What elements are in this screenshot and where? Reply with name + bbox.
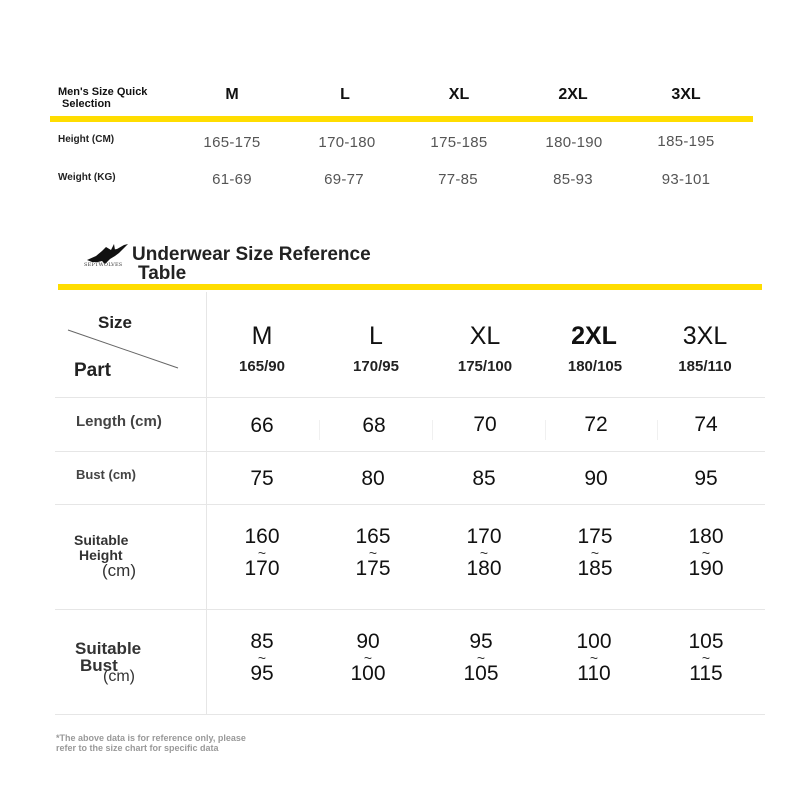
row-label-bust: Bust (cm): [76, 467, 136, 482]
range-tilde: ~: [701, 650, 711, 666]
size-sub-m: 165/90: [239, 358, 285, 375]
row-label-suitable-bust: [75, 640, 141, 685]
bust-range-to: 110: [577, 662, 611, 685]
height-range-to: 185: [577, 557, 613, 580]
range-tilde: ~: [363, 650, 373, 666]
height-range-from: 170: [466, 525, 502, 548]
range-tilde: ~: [257, 545, 267, 561]
table-row-divider: [55, 609, 765, 610]
bust-2xl: 90: [584, 467, 608, 490]
quick-weight-2xl: 85-93: [553, 171, 593, 188]
bust-range-to: 100: [350, 662, 386, 685]
quick-row-label-weight: Weight (KG): [58, 172, 116, 183]
height-range-3xl: [651, 527, 761, 579]
bust-range-from: 95: [469, 630, 493, 653]
footnote-line1: *The above data is for reference only, please: [56, 733, 246, 743]
table-row-divider: [55, 397, 765, 398]
length-3xl: 74: [694, 413, 718, 436]
range-tilde: ~: [589, 650, 599, 666]
bust-range-3xl: [651, 632, 761, 684]
quick-row-label-height: Height (CM): [58, 134, 115, 145]
height-range-m: [207, 527, 317, 579]
header-size-label: Size: [98, 313, 133, 332]
size-sub-l: 170/95: [353, 358, 399, 375]
row-label-suitable-height: [74, 533, 136, 578]
row-label-length: Length (cm): [76, 413, 162, 430]
bust-3xl: 95: [694, 467, 718, 490]
range-tilde: ~: [257, 650, 267, 666]
height-range-from: 160: [244, 525, 280, 548]
range-tilde: ~: [476, 650, 486, 666]
quick-size-xl: XL: [448, 86, 470, 103]
suitable-height-label-unit: (cm): [102, 561, 136, 580]
bust-range-from: 90: [356, 630, 380, 653]
length-2xl: 72: [584, 413, 608, 436]
size-sub-3xl: 185/110: [678, 358, 732, 375]
suitable-bust-label-line2: Bust: [80, 656, 118, 675]
reference-title-line1: Underwear Size Reference: [132, 244, 371, 265]
quick-size-m: M: [225, 86, 239, 103]
quick-size-3xl: 3XL: [671, 86, 701, 103]
size-sub-xl: 175/100: [457, 358, 513, 375]
reference-header-divider: [58, 284, 762, 290]
height-range-from: 180: [688, 525, 724, 548]
suitable-height-label-line1: Suitable: [74, 532, 129, 548]
size-header-3xl: 3XL: [682, 322, 728, 350]
quick-selection-title: [58, 86, 188, 110]
range-tilde: ~: [368, 545, 378, 561]
height-range-to: 170: [244, 557, 280, 580]
length-m: 66: [250, 414, 274, 437]
size-sub-2xl: 180/105: [567, 358, 623, 375]
quick-weight-l: 69-77: [324, 171, 364, 188]
quick-height-xl: 175-185: [430, 134, 488, 151]
bust-range-xl: [426, 632, 536, 684]
height-range-to: 190: [688, 557, 724, 580]
size-header-l: L: [369, 322, 383, 350]
height-range-from: 165: [355, 525, 391, 548]
bust-xl: 85: [472, 467, 496, 490]
brand-name: SEPTWOLVES: [84, 262, 123, 268]
quick-title-line2: Selection: [62, 98, 111, 110]
quick-size-l: L: [340, 86, 350, 103]
bust-l: 80: [361, 467, 385, 490]
height-range-l: [318, 527, 428, 579]
height-range-from: 175: [577, 525, 613, 548]
quick-height-l: 170-180: [318, 134, 376, 151]
quick-height-2xl: 180-190: [545, 134, 603, 151]
bust-range-to: 95: [250, 662, 274, 685]
footnote: [56, 733, 316, 753]
quick-weight-3xl: 93-101: [661, 171, 711, 188]
quick-height-m: 165-175: [203, 134, 261, 151]
length-l: 68: [362, 414, 386, 437]
bust-m: 75: [250, 467, 274, 490]
footnote-line2: refer to the size chart for specific data: [56, 743, 219, 753]
bust-range-l: [313, 632, 423, 684]
quick-title-line1: Men's Size Quick: [58, 86, 148, 98]
length-xl: 70: [473, 413, 497, 436]
bust-range-from: 105: [688, 630, 724, 653]
bust-range-2xl: [539, 632, 649, 684]
height-range-to: 180: [466, 557, 502, 580]
quick-size-2xl: 2XL: [558, 86, 588, 103]
suitable-bust-label-line1: Suitable: [75, 639, 142, 658]
suitable-bust-label-unit: (cm): [103, 668, 135, 685]
bust-range-from: 100: [576, 630, 612, 653]
bust-range-from: 85: [250, 630, 274, 653]
header-part-label: Part: [74, 360, 111, 381]
reference-title-line2: Table: [138, 263, 187, 284]
size-header-xl: XL: [469, 322, 501, 350]
size-header-2xl: 2XL: [571, 322, 617, 350]
quick-height-3xl: 185-195: [657, 133, 715, 150]
bust-range-m: [207, 632, 317, 684]
size-header-m: M: [251, 322, 273, 350]
table-row-divider: [55, 504, 765, 505]
table-row-divider: [55, 451, 765, 452]
quick-weight-xl: 77-85: [438, 171, 478, 188]
range-tilde: ~: [479, 545, 489, 561]
quick-weight-m: 61-69: [212, 171, 252, 188]
bust-range-to: 105: [463, 662, 499, 685]
height-range-to: 175: [355, 557, 391, 580]
bust-range-to: 115: [689, 662, 723, 685]
suitable-height-label-line2: Height: [79, 547, 123, 563]
quick-header-divider: [50, 116, 753, 122]
height-range-2xl: [540, 527, 650, 579]
reference-title: [132, 245, 371, 283]
range-tilde: ~: [701, 545, 711, 561]
height-range-xl: [429, 527, 539, 579]
range-tilde: ~: [590, 545, 600, 561]
table-row-divider: [55, 714, 765, 715]
